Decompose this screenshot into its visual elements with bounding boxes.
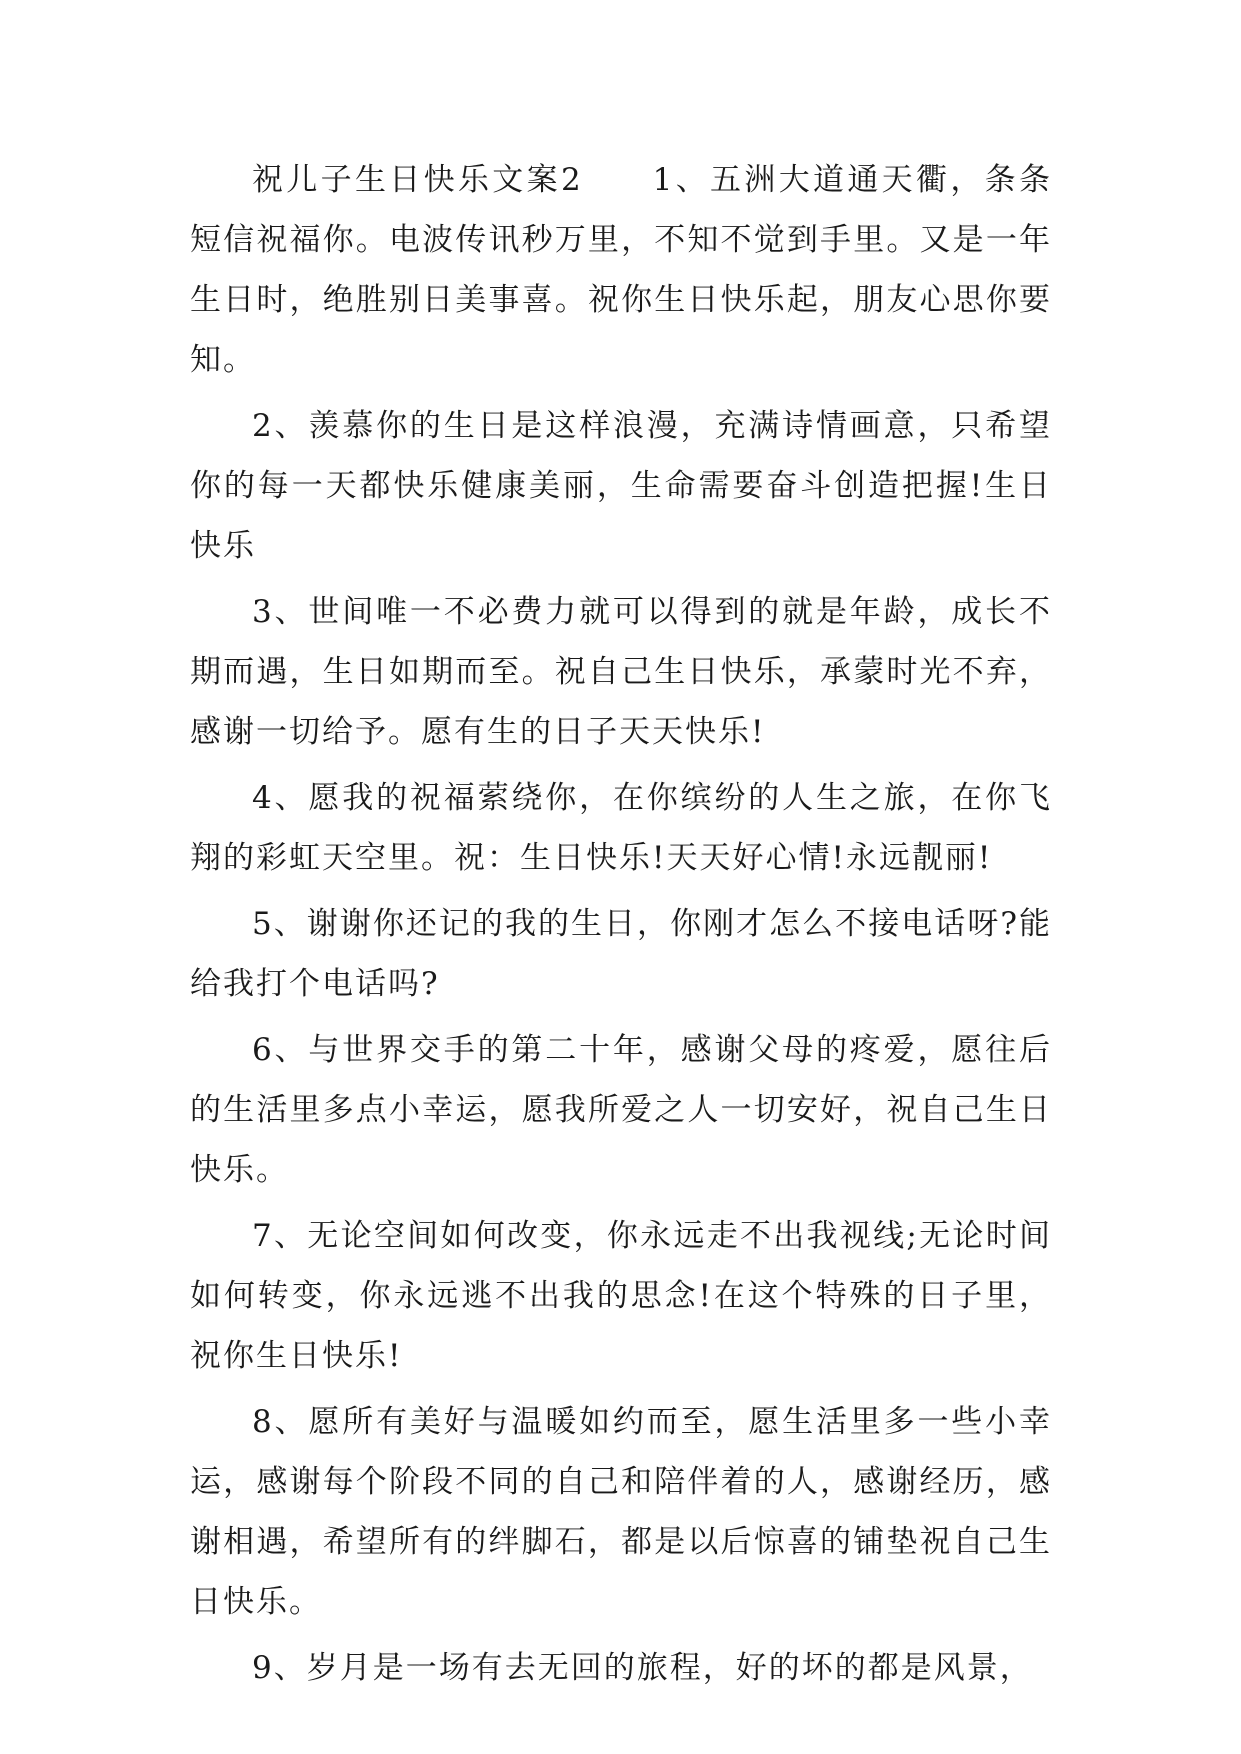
paragraph-1: 祝儿子生日快乐文案2 1、五洲大道通天衢，条条短信祝福你。电波传讯秒万里，不知不觉到手里。又是一年生日时，绝胜别日美事喜。祝你生日快乐起，朋友心思你要知。 bbox=[190, 162, 1052, 378]
paragraph-4: 4、愿我的祝福萦绕你，在你缤纷的人生之旅，在你飞翔的彩虹天空里。祝：生日快乐!天天好心情!永远靓丽! bbox=[190, 780, 1052, 876]
paragraph-3: 3、世间唯一不必费力就可以得到的就是年龄，成长不期而遇，生日如期而至。祝自己生日快乐，承蒙时光不弃，感谢一切给予。愿有生的日子天天快乐! bbox=[190, 594, 1052, 750]
paragraph-2: 2、羡慕你的生日是这样浪漫，充满诗情画意，只希望你的每一天都快乐健康美丽，生命需要奋斗创造把握!生日快乐 bbox=[190, 408, 1052, 564]
paragraph-6: 6、与世界交手的第二十年，感谢父母的疼爱，愿往后的生活里多点小幸运，愿我所爱之人一切安好，祝自己生日快乐。 bbox=[190, 1032, 1052, 1188]
paragraph-9: 9、岁月是一场有去无回的旅程，好的坏的都是风景， bbox=[252, 1650, 1033, 1686]
paragraph-7: 7、无论空间如何改变，你永远走不出我视线;无论时间如何转变，你永远逃不出我的思念!在这个特殊的日子里，祝你生日快乐! bbox=[190, 1218, 1052, 1374]
paragraph-8: 8、愿所有美好与温暖如约而至，愿生活里多一些小幸运，感谢每个阶段不同的自己和陪伴着的人，感谢经历，感谢相遇，希望所有的绊脚石，都是以后惊喜的铺垫祝自己生日快乐。 bbox=[190, 1404, 1052, 1620]
paragraph-5: 5、谢谢你还记的我的生日，你刚才怎么不接电话呀?能给我打个电话吗? bbox=[190, 906, 1052, 1002]
document-body bbox=[190, 150, 1052, 1698]
